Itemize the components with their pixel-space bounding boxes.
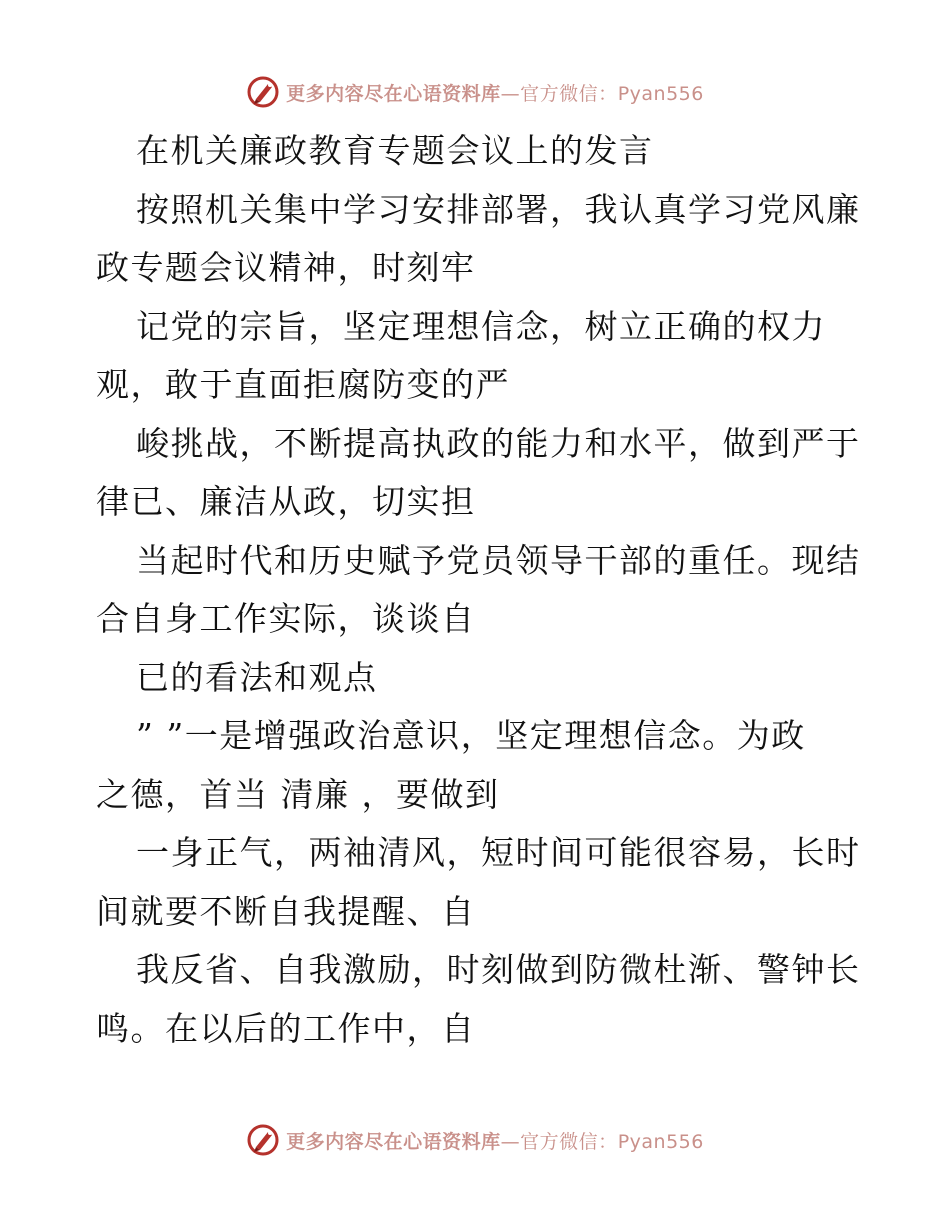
paragraph-line: 观，敢于直面拒腐防变的严 <box>96 365 510 404</box>
paragraph-line: 鸣。在以后的工作中，自 <box>96 1008 476 1048</box>
paragraph-line: 当起时代和历史赋予党员领导干部的重任。现结 <box>136 540 861 580</box>
paragraph-line: 间就要不断自我提醒、自 <box>96 891 476 931</box>
paragraph-line: 政专题会议精神，时刻牢 <box>96 248 476 287</box>
footer-wechat-id: Pyan556 <box>617 1130 704 1153</box>
paragraph-line: 合自身工作实际，谈谈自 <box>96 599 476 638</box>
footer-dash: — <box>500 1130 521 1153</box>
footer-site-name: 更多内容尽在心语资料库 <box>286 1130 501 1153</box>
header-wechat-label: 官方微信： <box>520 82 618 105</box>
paragraph-line: 律已、廉洁从政，切实担 <box>96 482 476 521</box>
header-banner-content <box>246 75 704 109</box>
document-title: 在机关廉政教育专题会议上的发言 <box>136 131 654 170</box>
paragraph-7 <box>96 824 861 941</box>
paragraph-line: 之德，首当 清廉 ，要做到 <box>96 774 500 814</box>
paragraph-8 <box>96 941 861 1058</box>
footer-banner-text <box>286 1127 704 1154</box>
paragraph-2 <box>96 298 856 415</box>
header-banner-text <box>286 79 704 106</box>
paragraph-line: 记党的宗旨，坚定理想信念，树立正确的权力 <box>136 306 826 346</box>
header-dash: — <box>500 82 521 105</box>
footer-wechat-label: 官方微信： <box>520 1130 618 1153</box>
footer-banner-content <box>246 1123 704 1157</box>
paragraph-line: 峻挑战，不断提高执政的能力和水平，做到严于 <box>136 423 861 463</box>
paragraph-line: 已的看法和观点 <box>136 657 378 697</box>
header-wechat-id: Pyan556 <box>617 82 704 105</box>
paragraph-3 <box>96 415 861 532</box>
paragraph-4 <box>96 532 861 649</box>
pen-logo-icon <box>246 1123 280 1157</box>
paragraph-line: 我反省、自我激励，时刻做到防微杜渐、警钟长 <box>136 950 861 989</box>
paragraph-6 <box>96 707 856 824</box>
header-site-name: 更多内容尽在心语资料库 <box>286 82 501 105</box>
pen-logo-icon <box>246 75 280 109</box>
paragraph-line: 按照机关集中学习安排部署，我认真学习党风廉 <box>136 189 861 229</box>
paragraph-line: 一身正气，两袖清风，短时间可能很容易，长时 <box>136 833 861 872</box>
paragraph-1 <box>96 181 861 298</box>
paragraph-line: ” ”一是增强政治意识，坚定理想信念。为政 <box>136 716 806 755</box>
document-body <box>96 122 861 1058</box>
header-banner <box>0 72 950 112</box>
paragraph-5 <box>96 649 856 708</box>
footer-banner <box>0 1120 950 1160</box>
